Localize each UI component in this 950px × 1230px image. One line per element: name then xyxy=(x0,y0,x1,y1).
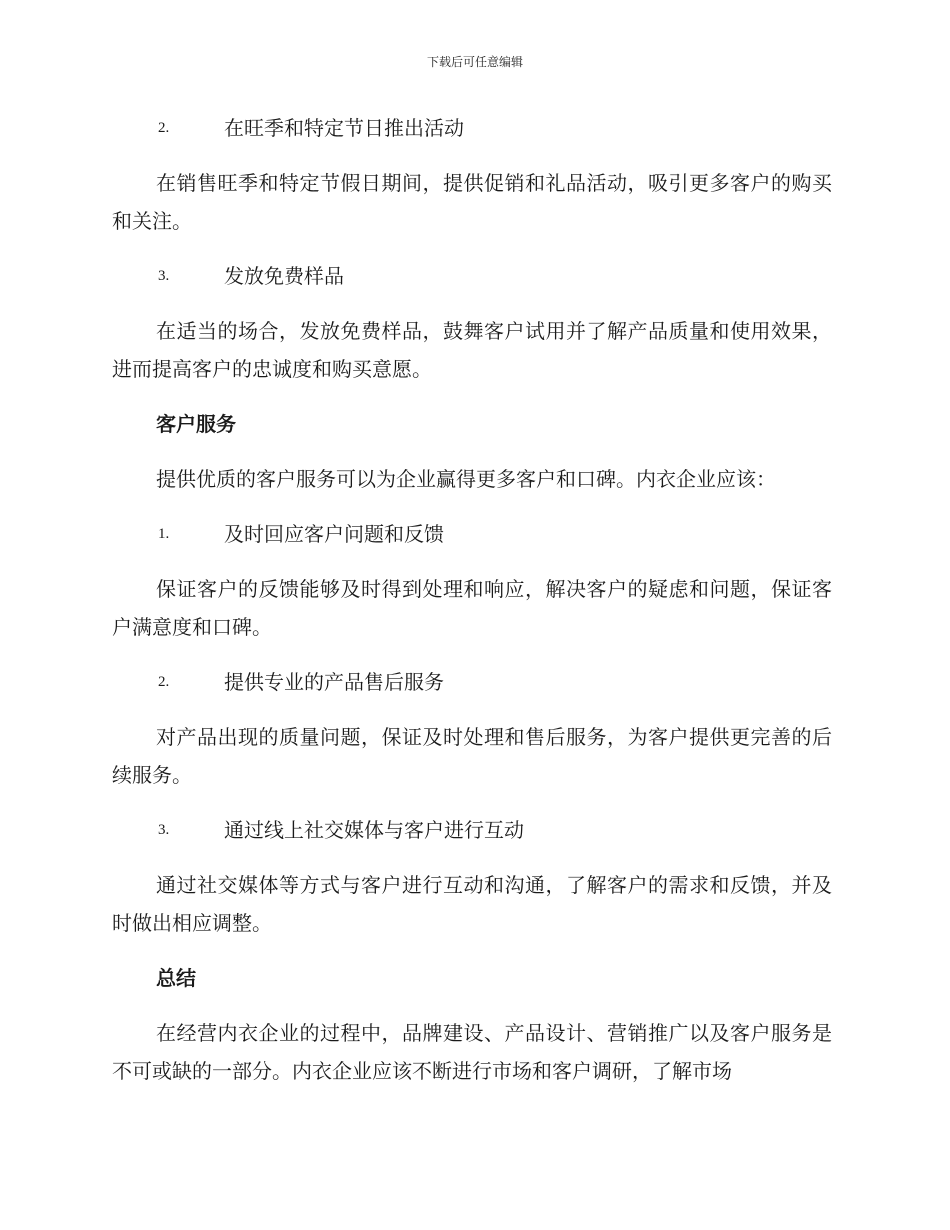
list-item-text: 及时回应客户问题和反馈 xyxy=(224,522,444,546)
section-heading: 总结 xyxy=(156,966,196,990)
page-header: 下载后可任意编辑 xyxy=(426,55,523,69)
list-item-text: 在旺季和特定节日推出活动 xyxy=(224,116,464,140)
paragraph: 在适当的场合，发放免费样品，鼓舞客户试用并了解产品质量和使用效果，进而提高客户的忠诚度和购买意愿。 xyxy=(112,319,832,381)
list-number: 2. xyxy=(158,674,170,690)
paragraph: 通过社交媒体等方式与客户进行互动和沟通，了解客户的需求和反馈，并及时做出相应调整。 xyxy=(112,873,832,935)
list-item xyxy=(112,662,832,702)
list-number: 3. xyxy=(158,822,170,838)
list-number: 2. xyxy=(158,120,170,136)
list-item-text: 通过线上社交媒体与客户进行互动 xyxy=(224,818,524,842)
list-item-text: 发放免费样品 xyxy=(224,264,344,288)
list-number: 3. xyxy=(158,268,170,284)
section-heading: 客户服务 xyxy=(156,412,236,436)
list-item xyxy=(112,514,832,554)
paragraph: 在销售旺季和特定节假日期间，提供促销和礼品活动，吸引更多客户的购买和关注。 xyxy=(112,171,832,233)
list-item xyxy=(112,256,832,296)
paragraph: 提供优质的客户服务可以为企业赢得更多客户和口碑。内衣企业应该： xyxy=(156,467,776,491)
paragraph: 在经营内衣企业的过程中，品牌建设、产品设计、营销推广以及客户服务是不可或缺的一部分。内衣企业应该不断进行市场和客户调研，了解市场 xyxy=(112,1021,832,1083)
list-item xyxy=(112,108,832,148)
paragraph: 对产品出现的质量问题，保证及时处理和售后服务，为客户提供更完善的后续服务。 xyxy=(112,725,832,787)
list-item-text: 提供专业的产品售后服务 xyxy=(224,670,444,694)
list-item xyxy=(112,810,832,850)
list-number: 1. xyxy=(158,526,170,542)
document-body xyxy=(112,108,832,1090)
paragraph: 保证客户的反馈能够及时得到处理和响应，解决客户的疑虑和问题，保证客户满意度和口碑。 xyxy=(112,577,832,639)
